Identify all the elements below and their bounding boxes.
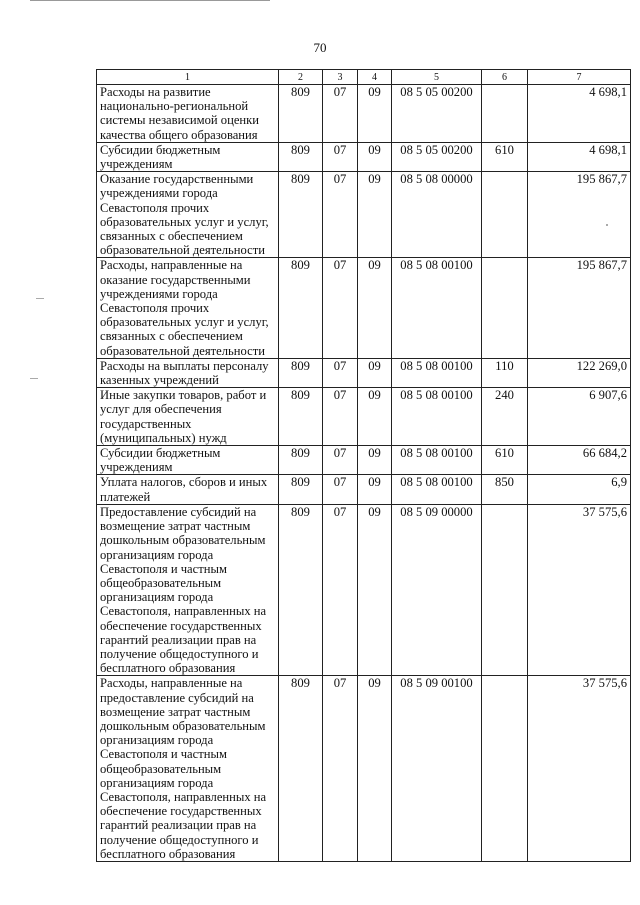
expense-name-cell: Уплата налогов, сборов и иных платежей [97, 475, 279, 504]
table-row [97, 142, 631, 171]
subsection-code-cell: 09 [358, 676, 392, 862]
column-header: 2 [279, 70, 323, 85]
section-code-cell: 07 [323, 172, 358, 258]
expense-type-cell: 610 [482, 142, 528, 171]
expense-type-cell: 110 [482, 358, 528, 387]
subsection-code-cell: 09 [358, 358, 392, 387]
grbs-code-cell: 809 [279, 85, 323, 143]
page-number: 70 [313, 40, 327, 55]
grbs-code-cell: 809 [279, 676, 323, 862]
section-code-cell: 07 [323, 85, 358, 143]
column-header: 3 [323, 70, 358, 85]
column-header: 6 [482, 70, 528, 85]
subsection-code-cell: 09 [358, 258, 392, 358]
target-article-cell: 08 5 08 00100 [392, 358, 482, 387]
grbs-code-cell: 809 [279, 358, 323, 387]
table-row [97, 388, 631, 446]
target-article-cell: 08 5 08 00100 [392, 446, 482, 475]
expense-name-cell: Иные закупки товаров, работ и услуг для обеспечения государственных (муниципальных) нужд [97, 388, 279, 446]
subsection-code-cell: 09 [358, 142, 392, 171]
amount-cell: 195 867,7 [528, 258, 631, 358]
table-row [97, 475, 631, 504]
target-article-cell: 08 5 09 00100 [392, 676, 482, 862]
amount-cell: 37 575,6 [528, 676, 631, 862]
amount-cell: 4 698,1 [528, 85, 631, 143]
grbs-code-cell: 809 [279, 388, 323, 446]
section-code-cell: 07 [323, 142, 358, 171]
section-code-cell: 07 [323, 475, 358, 504]
target-article-cell: 08 5 05 00200 [392, 142, 482, 171]
target-article-cell: 08 5 08 00100 [392, 388, 482, 446]
grbs-code-cell: 809 [279, 172, 323, 258]
expense-name-cell: Оказание государственными учреждениями города Севастополя прочих образовательных услуг и услуг, связанных с обеспечением образовательной деятельности [97, 172, 279, 258]
expense-name-cell: Расходы на развитие национально-региональной системы независимой оценки качества общего образования [97, 85, 279, 143]
expense-type-cell [482, 172, 528, 258]
expense-name-cell: Расходы, направленные на предоставление субсидий на возмещение затрат частным дошкольным образовательным организациям города Севастополя и частным общеобразовательным организациям города Севастополя, направленных на обеспечение государственных гарантий реализации прав на получение общедоступного и бесплатного образования [97, 676, 279, 862]
section-code-cell: 07 [323, 446, 358, 475]
amount-cell: 6,9 [528, 475, 631, 504]
subsection-code-cell: 09 [358, 475, 392, 504]
grbs-code-cell: 809 [279, 446, 323, 475]
column-number-row [97, 70, 631, 85]
target-article-cell: 08 5 05 00200 [392, 85, 482, 143]
amount-cell: 66 684,2 [528, 446, 631, 475]
amount-cell: 4 698,1 [528, 142, 631, 171]
column-header: 5 [392, 70, 482, 85]
margin-mark [36, 298, 44, 299]
expense-name-cell: Субсидии бюджетным учреждениям [97, 446, 279, 475]
expense-type-cell [482, 258, 528, 358]
expense-type-cell: 610 [482, 446, 528, 475]
grbs-code-cell: 809 [279, 258, 323, 358]
target-article-cell: 08 5 09 00000 [392, 504, 482, 675]
budget-table [96, 69, 631, 862]
amount-cell: 6 907,6 [528, 388, 631, 446]
section-code-cell: 07 [323, 676, 358, 862]
expense-type-cell [482, 504, 528, 675]
expense-type-cell [482, 676, 528, 862]
target-article-cell: 08 5 08 00100 [392, 258, 482, 358]
expense-type-cell: 850 [482, 475, 528, 504]
subsection-code-cell: 09 [358, 446, 392, 475]
table-row [97, 172, 631, 258]
amount-cell: 37 575,6 [528, 504, 631, 675]
grbs-code-cell: 809 [279, 475, 323, 504]
scan-edge-line [30, 0, 270, 1]
expense-name-cell: Субсидии бюджетным учреждениям [97, 142, 279, 171]
subsection-code-cell: 09 [358, 388, 392, 446]
grbs-code-cell: 809 [279, 504, 323, 675]
target-article-cell: 08 5 08 00000 [392, 172, 482, 258]
table-row [97, 446, 631, 475]
column-header: 1 [97, 70, 279, 85]
target-article-cell: 08 5 08 00100 [392, 475, 482, 504]
amount-cell: 122 269,0 [528, 358, 631, 387]
expense-name-cell: Предоставление субсидий на возмещение затрат частным дошкольным образовательным организациям города Севастополя и частным общеобразовательным организациям города Севастополя, направленных на обеспечение государственных гарантий реализации прав на получение общедоступного и бесплатного образования [97, 504, 279, 675]
table-row [97, 258, 631, 358]
column-header: 7 [528, 70, 631, 85]
expense-name-cell: Расходы, направленные на оказание государственными учреждениями города Севастополя прочих образовательных услуг и услуг, связанных с обеспечением образовательной деятельности [97, 258, 279, 358]
section-code-cell: 07 [323, 258, 358, 358]
subsection-code-cell: 09 [358, 172, 392, 258]
subsection-code-cell: 09 [358, 504, 392, 675]
margin-mark [30, 378, 38, 379]
expense-type-cell: 240 [482, 388, 528, 446]
table-row [97, 676, 631, 862]
grbs-code-cell: 809 [279, 142, 323, 171]
amount-cell: 195 867,7 [528, 172, 631, 258]
table-row [97, 85, 631, 143]
subsection-code-cell: 09 [358, 85, 392, 143]
section-code-cell: 07 [323, 388, 358, 446]
column-header: 4 [358, 70, 392, 85]
table-row [97, 358, 631, 387]
expense-name-cell: Расходы на выплаты персоналу казенных учреждений [97, 358, 279, 387]
section-code-cell: 07 [323, 358, 358, 387]
expense-type-cell [482, 85, 528, 143]
section-code-cell: 07 [323, 504, 358, 675]
table-row [97, 504, 631, 675]
